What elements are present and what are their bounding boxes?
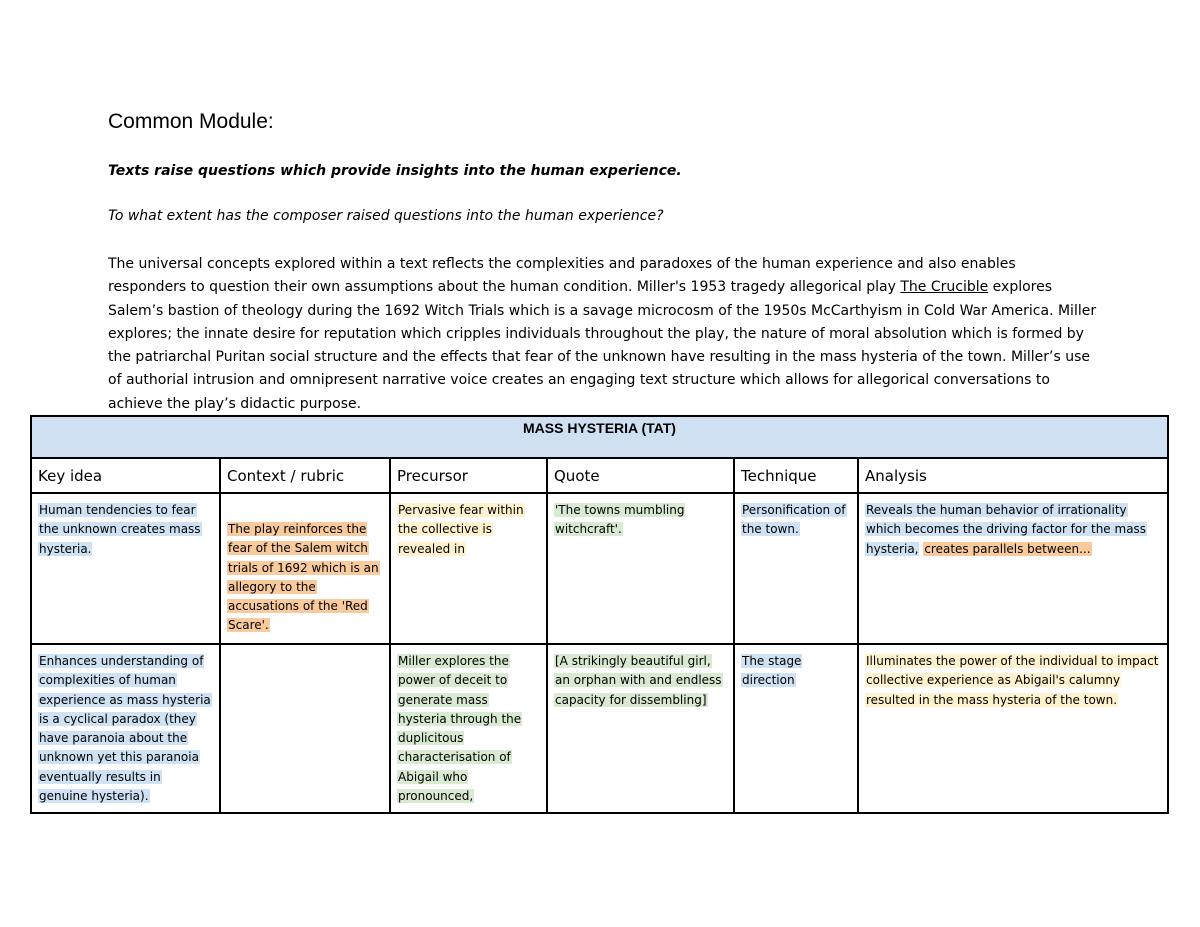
cell-quote	[547, 644, 734, 813]
table-header-row	[31, 458, 1168, 493]
intro-text-part2: explores Salem’s bastion of theology during the 1692 Witch Trials which is a savage microcosm of the 1950s McCarthyism in Cold War America. Miller explores; the innate desire for reputation which cripples individuals throughout the play, the nature of moral absolution which is formed by the patriarchal Puritan social structure and the effects that fear of the unknown have resulting in the mass hysteria of the town. Miller’s use of authorial intrusion and omnipresent narrative voice creates an engaging text structure which allows for allegorical conversations to achieve the play’s didactic purpose.	[108, 279, 1097, 412]
cell-analysis	[858, 644, 1168, 813]
key-idea-text: Human tendencies to fear the unknown creates mass hysteria.	[39, 503, 201, 556]
mass-hysteria-table	[30, 415, 1169, 814]
key-idea-text: Enhances understanding of complexities of human experience as mass hysteria is a cyclical paradox (they have paranoia about the unknown yet this paranoia eventually results in genuine hysteria).	[39, 654, 211, 804]
header-precursor: Precursor	[390, 458, 547, 493]
cell-key-idea	[31, 644, 220, 813]
quote-text: [A strikingly beautiful girl, an orphan with and endless capacity for dissembling]	[555, 654, 722, 707]
context-text: The play reinforces the fear of the Salem witch trials of 1692 which is an allegory to the accusations of the 'Red Scare'.	[228, 522, 379, 633]
cell-context	[220, 493, 390, 644]
header-analysis: Analysis	[858, 458, 1168, 493]
header-technique: Technique	[734, 458, 858, 493]
cell-analysis	[858, 493, 1168, 644]
cell-technique	[734, 644, 858, 813]
module-heading: Texts raise questions which provide insights into the human experience.	[108, 163, 682, 179]
header-key-idea: Key idea	[31, 458, 220, 493]
analysis-text: Illuminates the power of the individual to impact collective experience as Abigail's calumny resulted in the mass hysteria of the town.	[866, 654, 1159, 707]
essay-question: To what extent has the composer raised questions into the human experience?	[108, 208, 664, 224]
header-context: Context / rubric	[220, 458, 390, 493]
cell-quote	[547, 493, 734, 644]
analysis-text-continued: creates parallels between...	[924, 541, 1091, 556]
page-title: Common Module:	[108, 110, 274, 133]
play-title: The Crucible	[900, 279, 989, 296]
analysis-text: Reveals the human behavior of irrationality which becomes the driving factor for the mass hysteria,	[866, 503, 1147, 556]
cell-key-idea	[31, 493, 220, 644]
technique-text: Personification of the town.	[742, 503, 846, 537]
table-row	[31, 493, 1168, 644]
table-title-row	[31, 416, 1168, 458]
quote-text: 'The towns mumbling witchcraft'.	[555, 503, 685, 537]
precursor-text: Miller explores the power of deceit to generate mass hysteria through the duplicitous characterisation of Abigail who pronounced,	[398, 654, 522, 804]
table-title: MASS HYSTERIA (TAT)	[31, 416, 1168, 458]
cell-precursor	[390, 644, 547, 813]
cell-precursor	[390, 493, 547, 644]
table-row	[31, 644, 1168, 813]
intro-text-part1: The universal concepts explored within a text reflects the complexities and paradoxes of the human experience and also enables responders to question their own assumptions about the human condition. Miller's 1953 tragedy allegorical play	[108, 256, 1016, 296]
header-quote: Quote	[547, 458, 734, 493]
cell-technique	[734, 493, 858, 644]
cell-context	[220, 644, 390, 813]
precursor-text: Pervasive fear within the collective is revealed in	[398, 503, 524, 556]
technique-text: The stage direction	[742, 654, 802, 688]
intro-paragraph	[108, 253, 1098, 416]
